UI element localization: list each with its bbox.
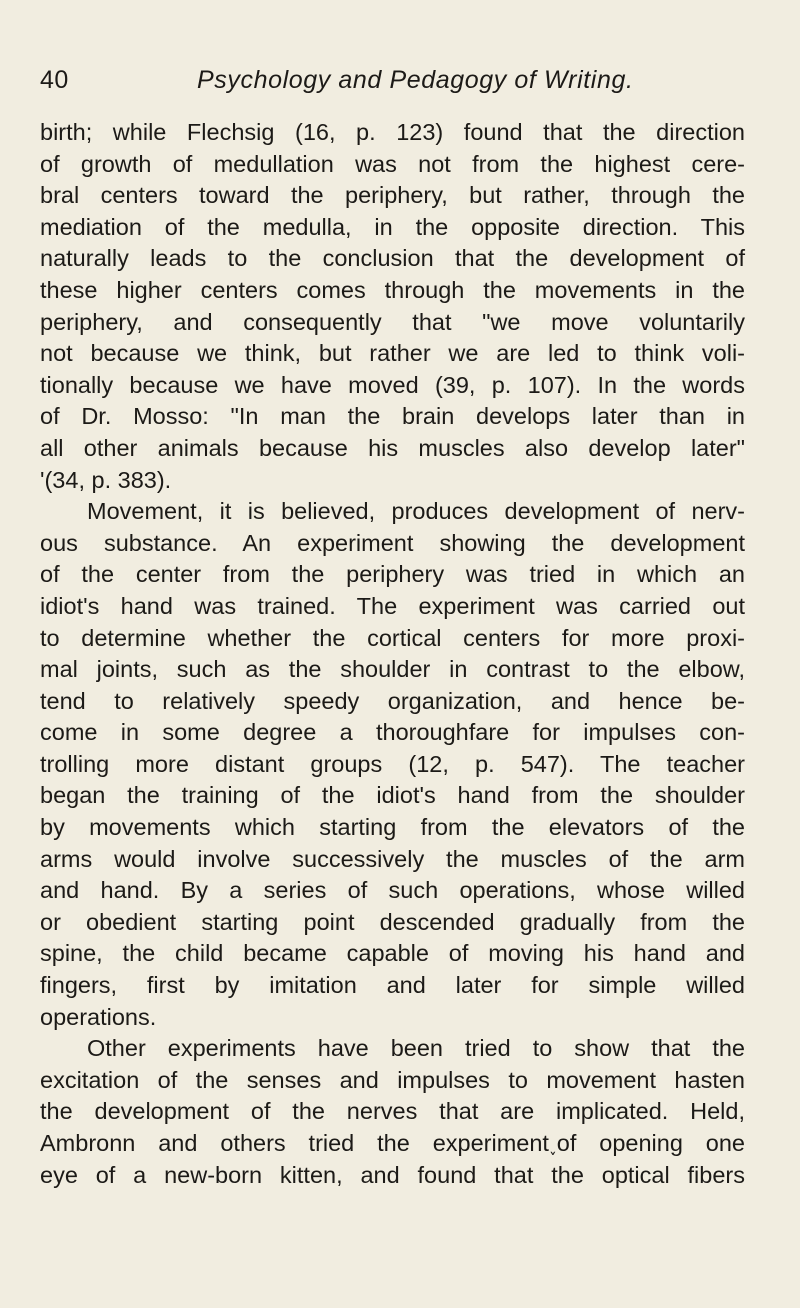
text-line: by movements which starting from the elevators of the: [40, 814, 745, 841]
text-line: fingers, first by imitation and later for simple willed: [40, 972, 745, 999]
text-line: bral centers toward the periphery, but rather, through the: [40, 182, 745, 209]
running-title: Psychology and Pedagogy of Writing.: [197, 66, 634, 94]
text-line: arms would involve successively the muscles of the arm: [40, 845, 745, 872]
text-line: or obedient starting point descended gradually from the: [40, 908, 745, 935]
text-line: of the center from the periphery was tried in which an: [40, 561, 745, 588]
paragraph: [40, 496, 745, 1033]
text-line: tend to relatively speedy organization, and hence be-: [40, 687, 745, 714]
text-line: all other animals because his muscles also develop later": [40, 434, 745, 461]
text-line: of Dr. Mosso: "In man the brain develops later than in: [40, 403, 745, 430]
text-line: birth; while Flechsig (16, p. 123) found that the direction: [40, 119, 745, 145]
text-line: began the training of the idiot's hand from the shoulder: [40, 782, 745, 809]
text-line: and hand. By a series of such operations, whose willed: [40, 877, 745, 904]
text-line: ous substance. An experiment showing the development: [40, 529, 745, 556]
text-line: periphery, and consequently that "we move voluntarily: [40, 308, 745, 335]
text-line: eye of a new-born kitten, and found that the optical fibers: [40, 1161, 745, 1188]
text-line: Movement, it is believed, produces development of nerv-: [87, 498, 745, 525]
page-number: 40: [40, 66, 69, 94]
text-line: Ambronn and others tried the experiment˯of opening one: [40, 1130, 745, 1156]
text-line: mal joints, such as the shoulder in contrast to the elbow,: [40, 656, 745, 683]
paragraph: [40, 117, 745, 496]
text-line: come in some degree a thoroughfare for impulses con-: [40, 719, 745, 746]
text-line: of growth of medullation was not from the highest cere-: [40, 150, 745, 177]
page-header: [40, 66, 740, 106]
text-line: spine, the child became capable of moving his hand and: [40, 940, 745, 967]
text-line: operations.: [40, 1003, 157, 1030]
paragraph: [40, 1033, 745, 1191]
text-line: trolling more distant groups (12, p. 547). The teacher: [40, 750, 745, 777]
text-line: Other experiments have been tried to show that the: [87, 1035, 745, 1062]
text-line: not because we think, but rather we are led to think voli-: [40, 340, 745, 367]
text-line: naturally leads to the conclusion that the development of: [40, 245, 745, 272]
text-line: excitation of the senses and impulses to movement hasten: [40, 1066, 745, 1093]
text-line: '(34, p. 383).: [40, 466, 172, 493]
text-line: to determine whether the cortical centers for more proxi-: [40, 624, 745, 651]
body-text: [40, 117, 745, 1191]
text-line: mediation of the medulla, in the opposite direction. This: [40, 213, 745, 240]
text-line: the development of the nerves that are implicated. Held,: [40, 1098, 745, 1125]
text-line: idiot's hand was trained. The experiment was carried out: [40, 592, 745, 619]
text-line: tionally because we have moved (39, p. 107). In the words: [40, 371, 745, 398]
text-line: these higher centers comes through the movements in the: [40, 276, 745, 303]
